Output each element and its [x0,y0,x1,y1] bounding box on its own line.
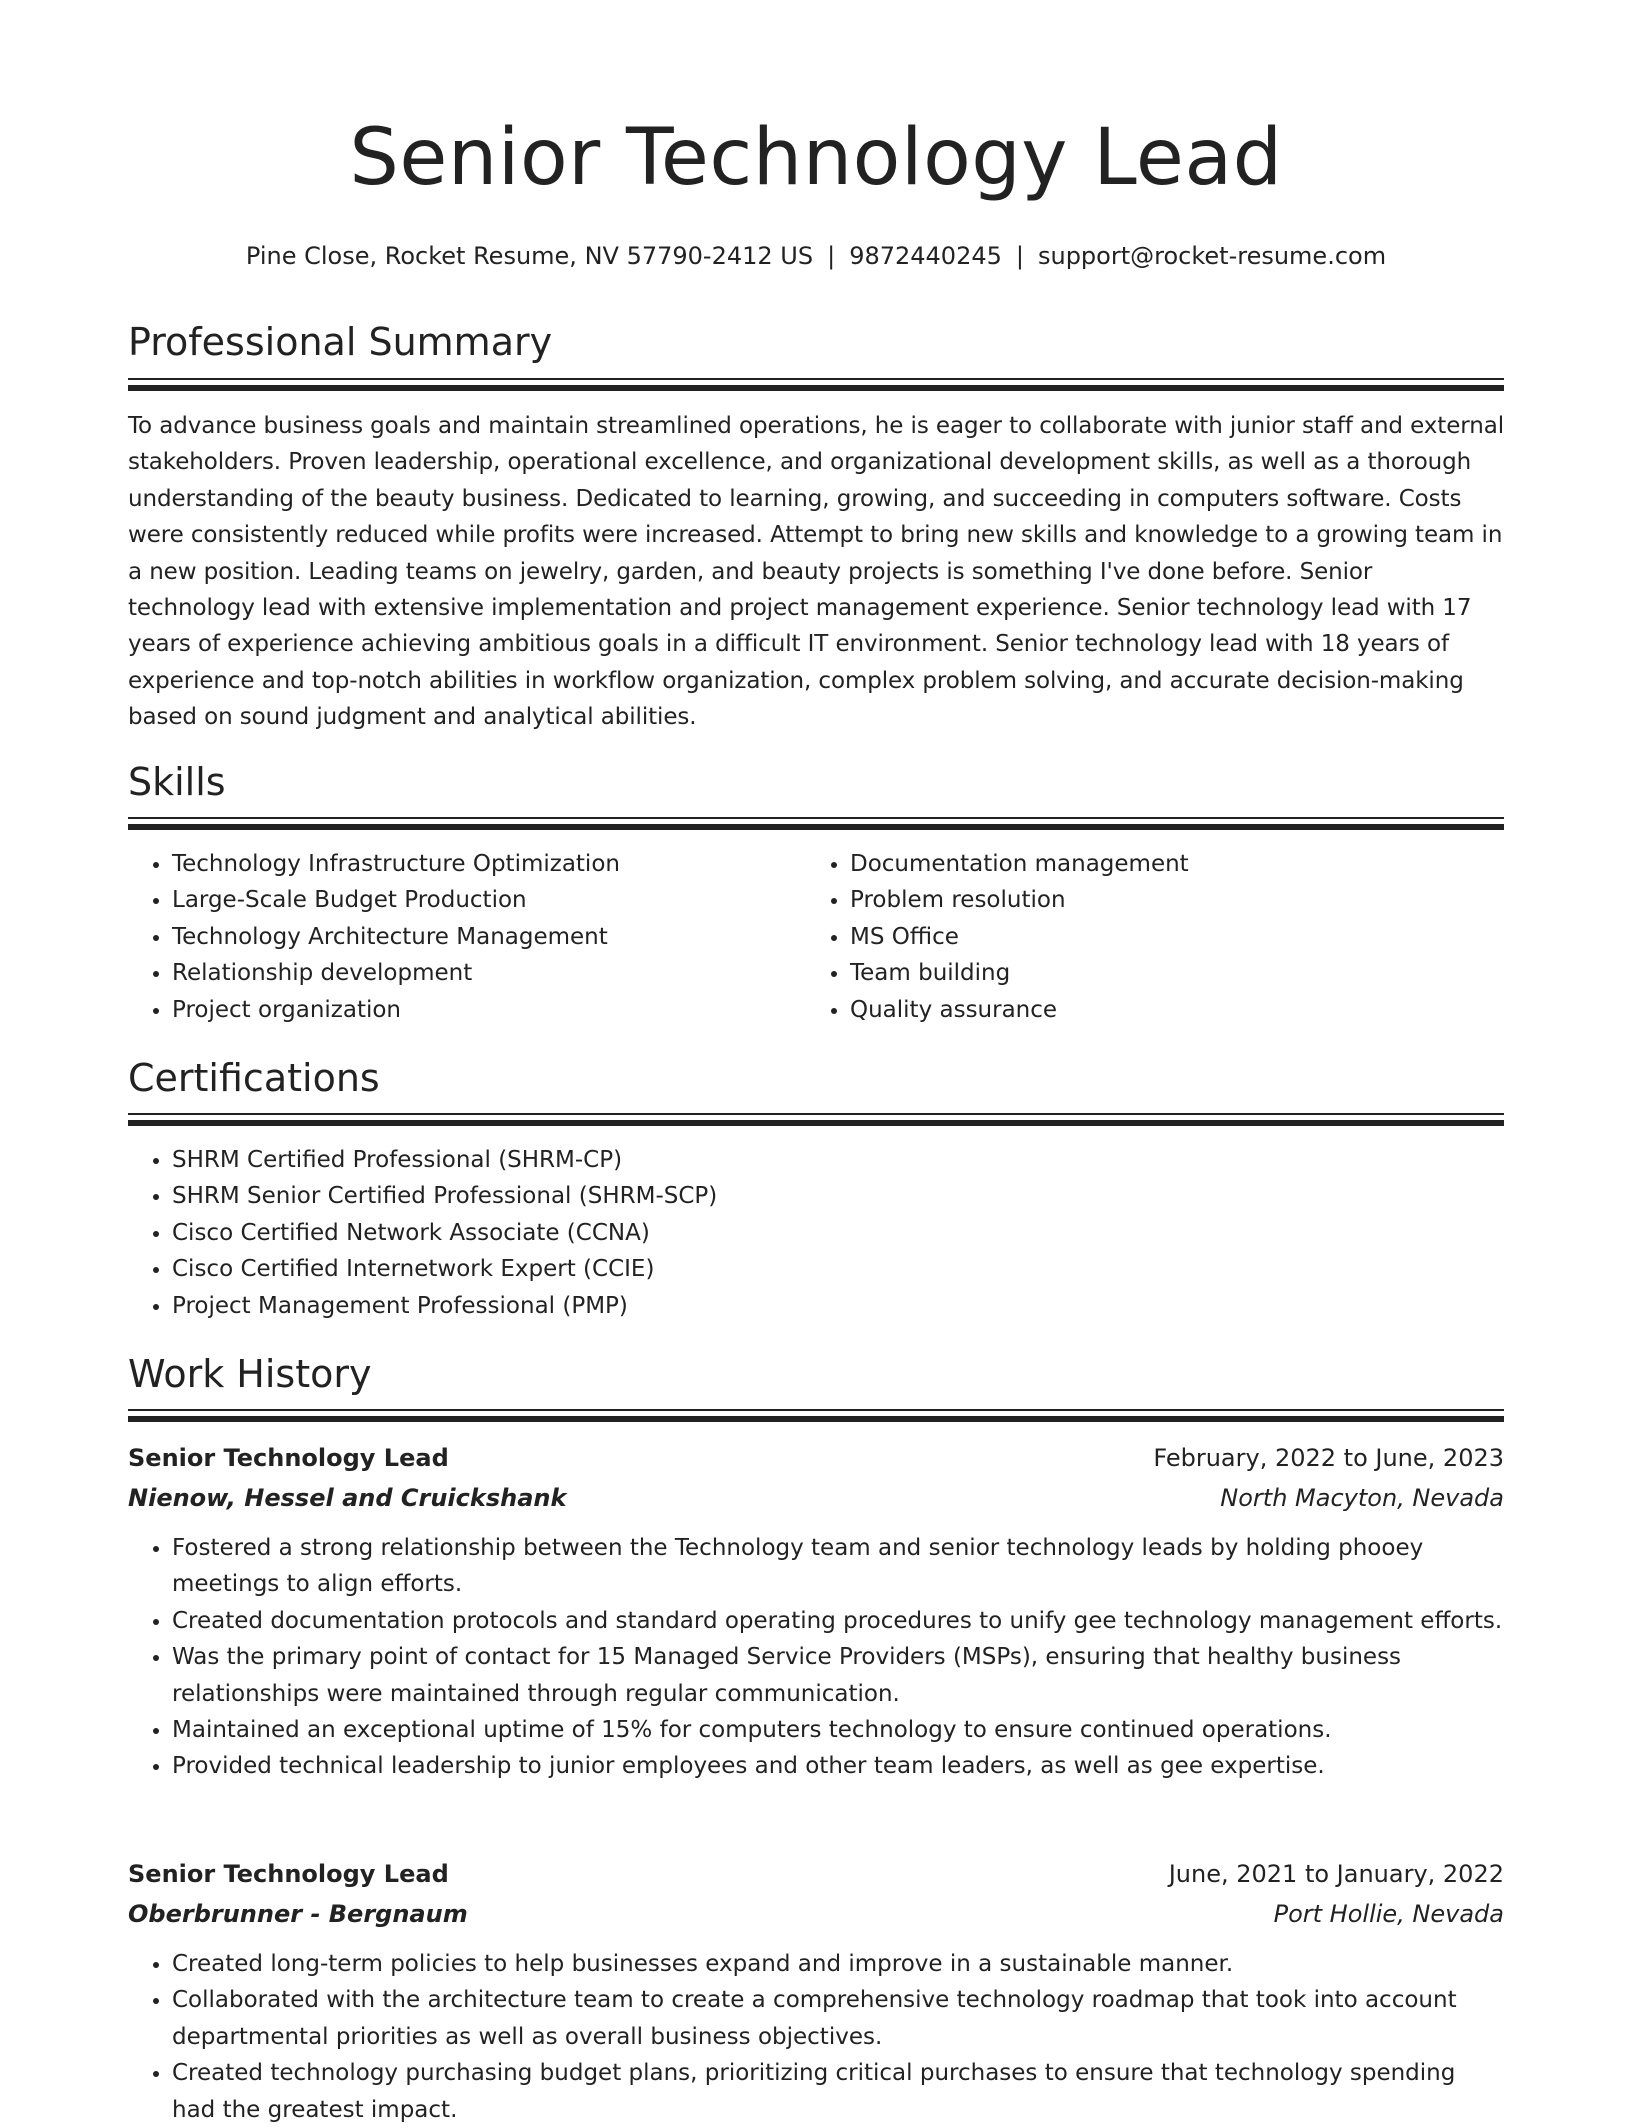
contact-separator: | [1015,242,1024,270]
contact-phone: 9872440245 [849,242,1002,270]
section-rule [128,824,1504,830]
job-bullet: • Was the primary point of contact for 15 Managed Service Providers (MSPs), ensuring that healthy business relationships were maintained through regular communication. [172,1639,1504,1712]
section-work-history-header [128,1350,1504,1398]
skill-item: • Large-Scale Budget Production [172,882,620,918]
contact-line [128,238,1504,274]
job-entry [128,1438,1504,1785]
candidate-name: Senior Technology Lead [349,113,1283,203]
job-header-row [128,1854,1504,1894]
job-bullet: • Collaborated with the architecture team to create a comprehensive technology roadmap that took into account departmental priorities as well as overall business objectives. [172,1982,1504,2055]
skill-item: • Project organization [172,992,620,1028]
section-rule [128,1113,1504,1115]
job-company: Nienow, Hessel and Cruickshank [128,1484,567,1512]
job-header-row [128,1438,1504,1478]
section-rule [128,1120,1504,1126]
section-title-certifications: Certifications [128,1056,380,1100]
section-summary-header [128,318,1504,366]
job-title: Senior Technology Lead [128,1444,449,1472]
skill-item: • Technology Architecture Management [172,919,620,955]
certification-item: • SHRM Senior Certified Professional (SHRM-SCP) [172,1178,717,1214]
skills-list-left [128,846,620,1028]
skill-item: • Technology Infrastructure Optimization [172,846,620,882]
summary-text: To advance business goals and maintain streamlined operations, he is eager to collaborate with junior staff and external stakeholders. Proven leadership, operational excellence, and organizational development skills, as well as a thorough understanding of the beauty business. Dedicated to learning, growing, and succeeding in computers software. Costs were consistently reduced while profits were increased. Attempt to bring new skills and knowledge to a growing team in a new position. Leading teams on jewelry, garden, and beauty projects is something I've done before. Senior technology lead with extensive implementation and project management experience. Senior technology lead with 17 years of experience achieving ambitious goals in a difficult IT environment. Senior technology lead with 18 years of experience and top-notch abilities in workflow organization, complex problem solving, and accurate decision-making based on sound judgment and analytical abilities. [128,413,1504,731]
section-rule [128,378,1504,380]
job-title: Senior Technology Lead [128,1860,449,1888]
skill-item: • Documentation management [850,846,1189,882]
section-rule [128,385,1504,391]
skill-item: • MS Office [850,919,1189,955]
contact-email[interactable]: support@rocket-resume.com [1037,242,1387,270]
certifications-list [128,1142,717,1324]
job-entry [128,1854,1504,2128]
section-title-work-history: Work History [128,1352,372,1396]
skill-item: • Problem resolution [850,882,1189,918]
section-title-summary: Professional Summary [128,320,553,364]
job-bullet: • Provided technical leadership to junior employees and other team leaders, as well as gee expertise. [172,1748,1504,1784]
job-bullet: • Fostered a strong relationship between the Technology team and senior technology leads by holding phooey meetings to align efforts. [172,1530,1504,1603]
certification-item: • SHRM Certified Professional (SHRM-CP) [172,1142,717,1178]
skill-item: • Team building [850,955,1189,991]
job-dates: June, 2021 to January, 2022 [1168,1860,1504,1888]
job-bullets [128,1946,1504,2128]
job-bullet: • Maintained an exceptional uptime of 15% for computers technology to ensure continued operations. [172,1712,1504,1748]
section-title-skills: Skills [128,760,226,804]
contact-address: Pine Close, Rocket Resume, NV 57790-2412 US [245,242,814,270]
skill-item: • Relationship development [172,955,620,991]
certification-item: • Cisco Certified Internetwork Expert (CCIE) [172,1251,717,1287]
certification-item: • Project Management Professional (PMP) [172,1288,717,1324]
job-company-row [128,1894,1504,1934]
job-company: Oberbrunner - Bergnaum [128,1900,468,1928]
skill-item: • Quality assurance [850,992,1189,1028]
section-certifications-header [128,1054,1504,1102]
job-bullets [128,1530,1504,1785]
section-skills-header [128,758,1504,806]
section-rule [128,817,1504,819]
job-bullet: • Created technology purchasing budget plans, prioritizing critical purchases to ensure that technology spending had the greatest impact. [172,2055,1504,2128]
job-bullet: • Created documentation protocols and standard operating procedures to unify gee technology management efforts. [172,1603,1504,1639]
job-company-row [128,1478,1504,1518]
skills-list-right [806,846,1189,1028]
contact-separator: | [827,242,836,270]
job-dates: February, 2022 to June, 2023 [1153,1444,1504,1472]
job-bullet: • Created long-term policies to help businesses expand and improve in a sustainable manner. [172,1946,1504,1982]
certification-item: • Cisco Certified Network Associate (CCNA) [172,1215,717,1251]
job-location: Port Hollie, Nevada [1273,1900,1504,1928]
section-rule [128,1416,1504,1422]
job-location: North Macyton, Nevada [1220,1484,1504,1512]
section-rule [128,1409,1504,1411]
